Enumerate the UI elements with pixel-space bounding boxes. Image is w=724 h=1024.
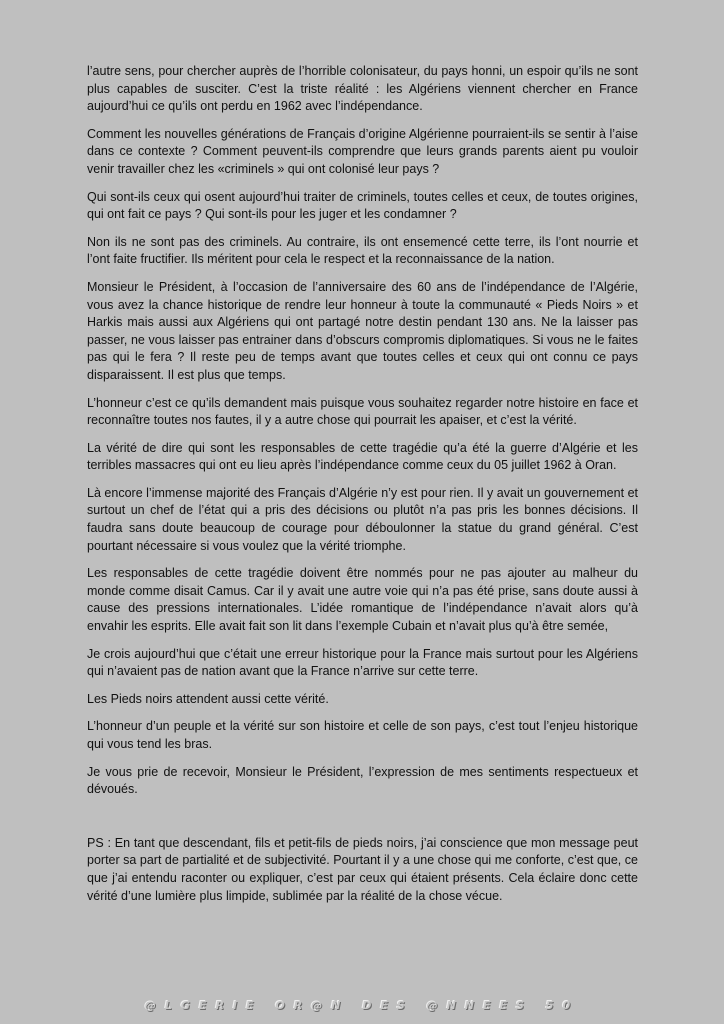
closing-paragraph: Je vous prie de recevoir, Monsieur le Président, l’expression de mes sentiments respectueux et dévoués. — [87, 764, 638, 797]
paragraph: Les responsables de cette tragédie doivent être nommés pour ne pas ajouter au malheur du monde comme disait Camus. Car il y avait une autre voie qui n’a pas été prise, sans doute aussi à cause des pressions internationales. L’idée romantique de l’indépendance n’avait alors qu’à envahir les esprits. Elle avait fait son lit dans l’exemple Cubain et n’avait plus qu’à être semée, — [87, 566, 638, 634]
paragraph: L’honneur d’un peuple et la vérité sur son histoire et celle de son pays, c’est tout l’enjeu historique qui vous tend les bras. — [87, 719, 638, 751]
paragraph: Comment les nouvelles générations de Français d’origine Algérienne pourraient-ils se sentir à l’aise dans ce contexte ? Comment peuvent-ils comprendre que leurs grands parents aient pu vouloir venir travailler chez les «criminels » qui ont colonisé leur pays ? — [87, 126, 638, 176]
paragraph: Là encore l’immense majorité des Français d’Algérie n’y est pour rien. Il y avait un gouvernement et surtout un chef de l’état qui a pris des décisions ou plutôt n’a pas pris les bonnes décisions. Il faudra sans doute beaucoup de courage pour déboulonner la statue du grand général. C’est pourtant nécessaire si vous voulez que la vérité triomphe. — [87, 485, 638, 553]
paragraph: Monsieur le Président, à l’occasion de l’anniversaire des 60 ans de l’indépendance de l’Algérie, vous avez la chance historique de rendre leur honneur à toute la communauté « Pieds Noirs » et Harkis mais aussi aux Algériens qui ont partagé notre destin pendant 130 ans. Ne la laisser pas passer, ne vous laisser pas entrainer dans d’obscurs compromis diplomatiques. Si vous ne le faites pas qui le fera ? Il reste peu de temps avant que toutes celles et ceux qui ont connu ce pays disparaissent. Il est plus que temps. — [87, 279, 638, 382]
paragraph: Qui sont-ils ceux qui osent aujourd’hui traiter de criminels, toutes celles et ceux, de toutes origines, qui ont fait ce pays ? Qui sont-ils pour les juger et les condamner ? — [87, 189, 638, 222]
paragraph: Les Pieds noirs attendent aussi cette vérité. — [87, 691, 329, 706]
paragraph: Non ils ne sont pas des criminels. Au contraire, ils ont ensemencé cette terre, ils l’ont nourrie et l’ont faite fructifier. Ils méritent pour cela le respect et la reconnaissance de la nation. — [87, 234, 638, 267]
footer-watermark: @LGERIE OR@N DES @NNEES 50 — [144, 999, 580, 1012]
paragraph: Je crois aujourd’hui que c’était une erreur historique pour la France mais surtout pour les Algériens qui n’avaient pas de nation avant que la France n’arrive sur cette terre. — [87, 646, 638, 679]
paragraph: l’autre sens, pour chercher auprès de l’horrible colonisateur, du pays honni, un espoir qu’ils ne sont plus capables de susciter. C’est la triste réalité : les Algériens viennent chercher en France aujourd’hui ce qu’ils ont perdu en 1962 avec l’indépendance. — [87, 64, 638, 114]
paragraph: La vérité de dire qui sont les responsables de cette tragédie qu’a été la guerre d’Algérie et les terribles massacres qui ont eu lieu après l’indépendance comme ceux du 05 juillet 1962 à Oran. — [87, 440, 638, 473]
postscript: PS : En tant que descendant, fils et petit-fils de pieds noirs, j’ai conscience que mon message peut porter sa part de partialité et de subjectivité. Pourtant il y a une chose qui me conforte, c’est que, ce que j’ai entendu raconter ou expliquer, c’est par ceux qui étaient présents. Cela éclaire donc cette vérité d’une lumière plus limpide, sublimée par la réalité de la chose vécue. — [87, 835, 638, 903]
letter-body — [87, 63, 638, 915]
paragraph: L’honneur c’est ce qu’ils demandent mais puisque vous souhaitez regarder notre histoire en face et reconnaître toutes nos fautes, il y a autre chose qui pourrait les apaiser, et c’est la vérité. — [87, 395, 638, 428]
